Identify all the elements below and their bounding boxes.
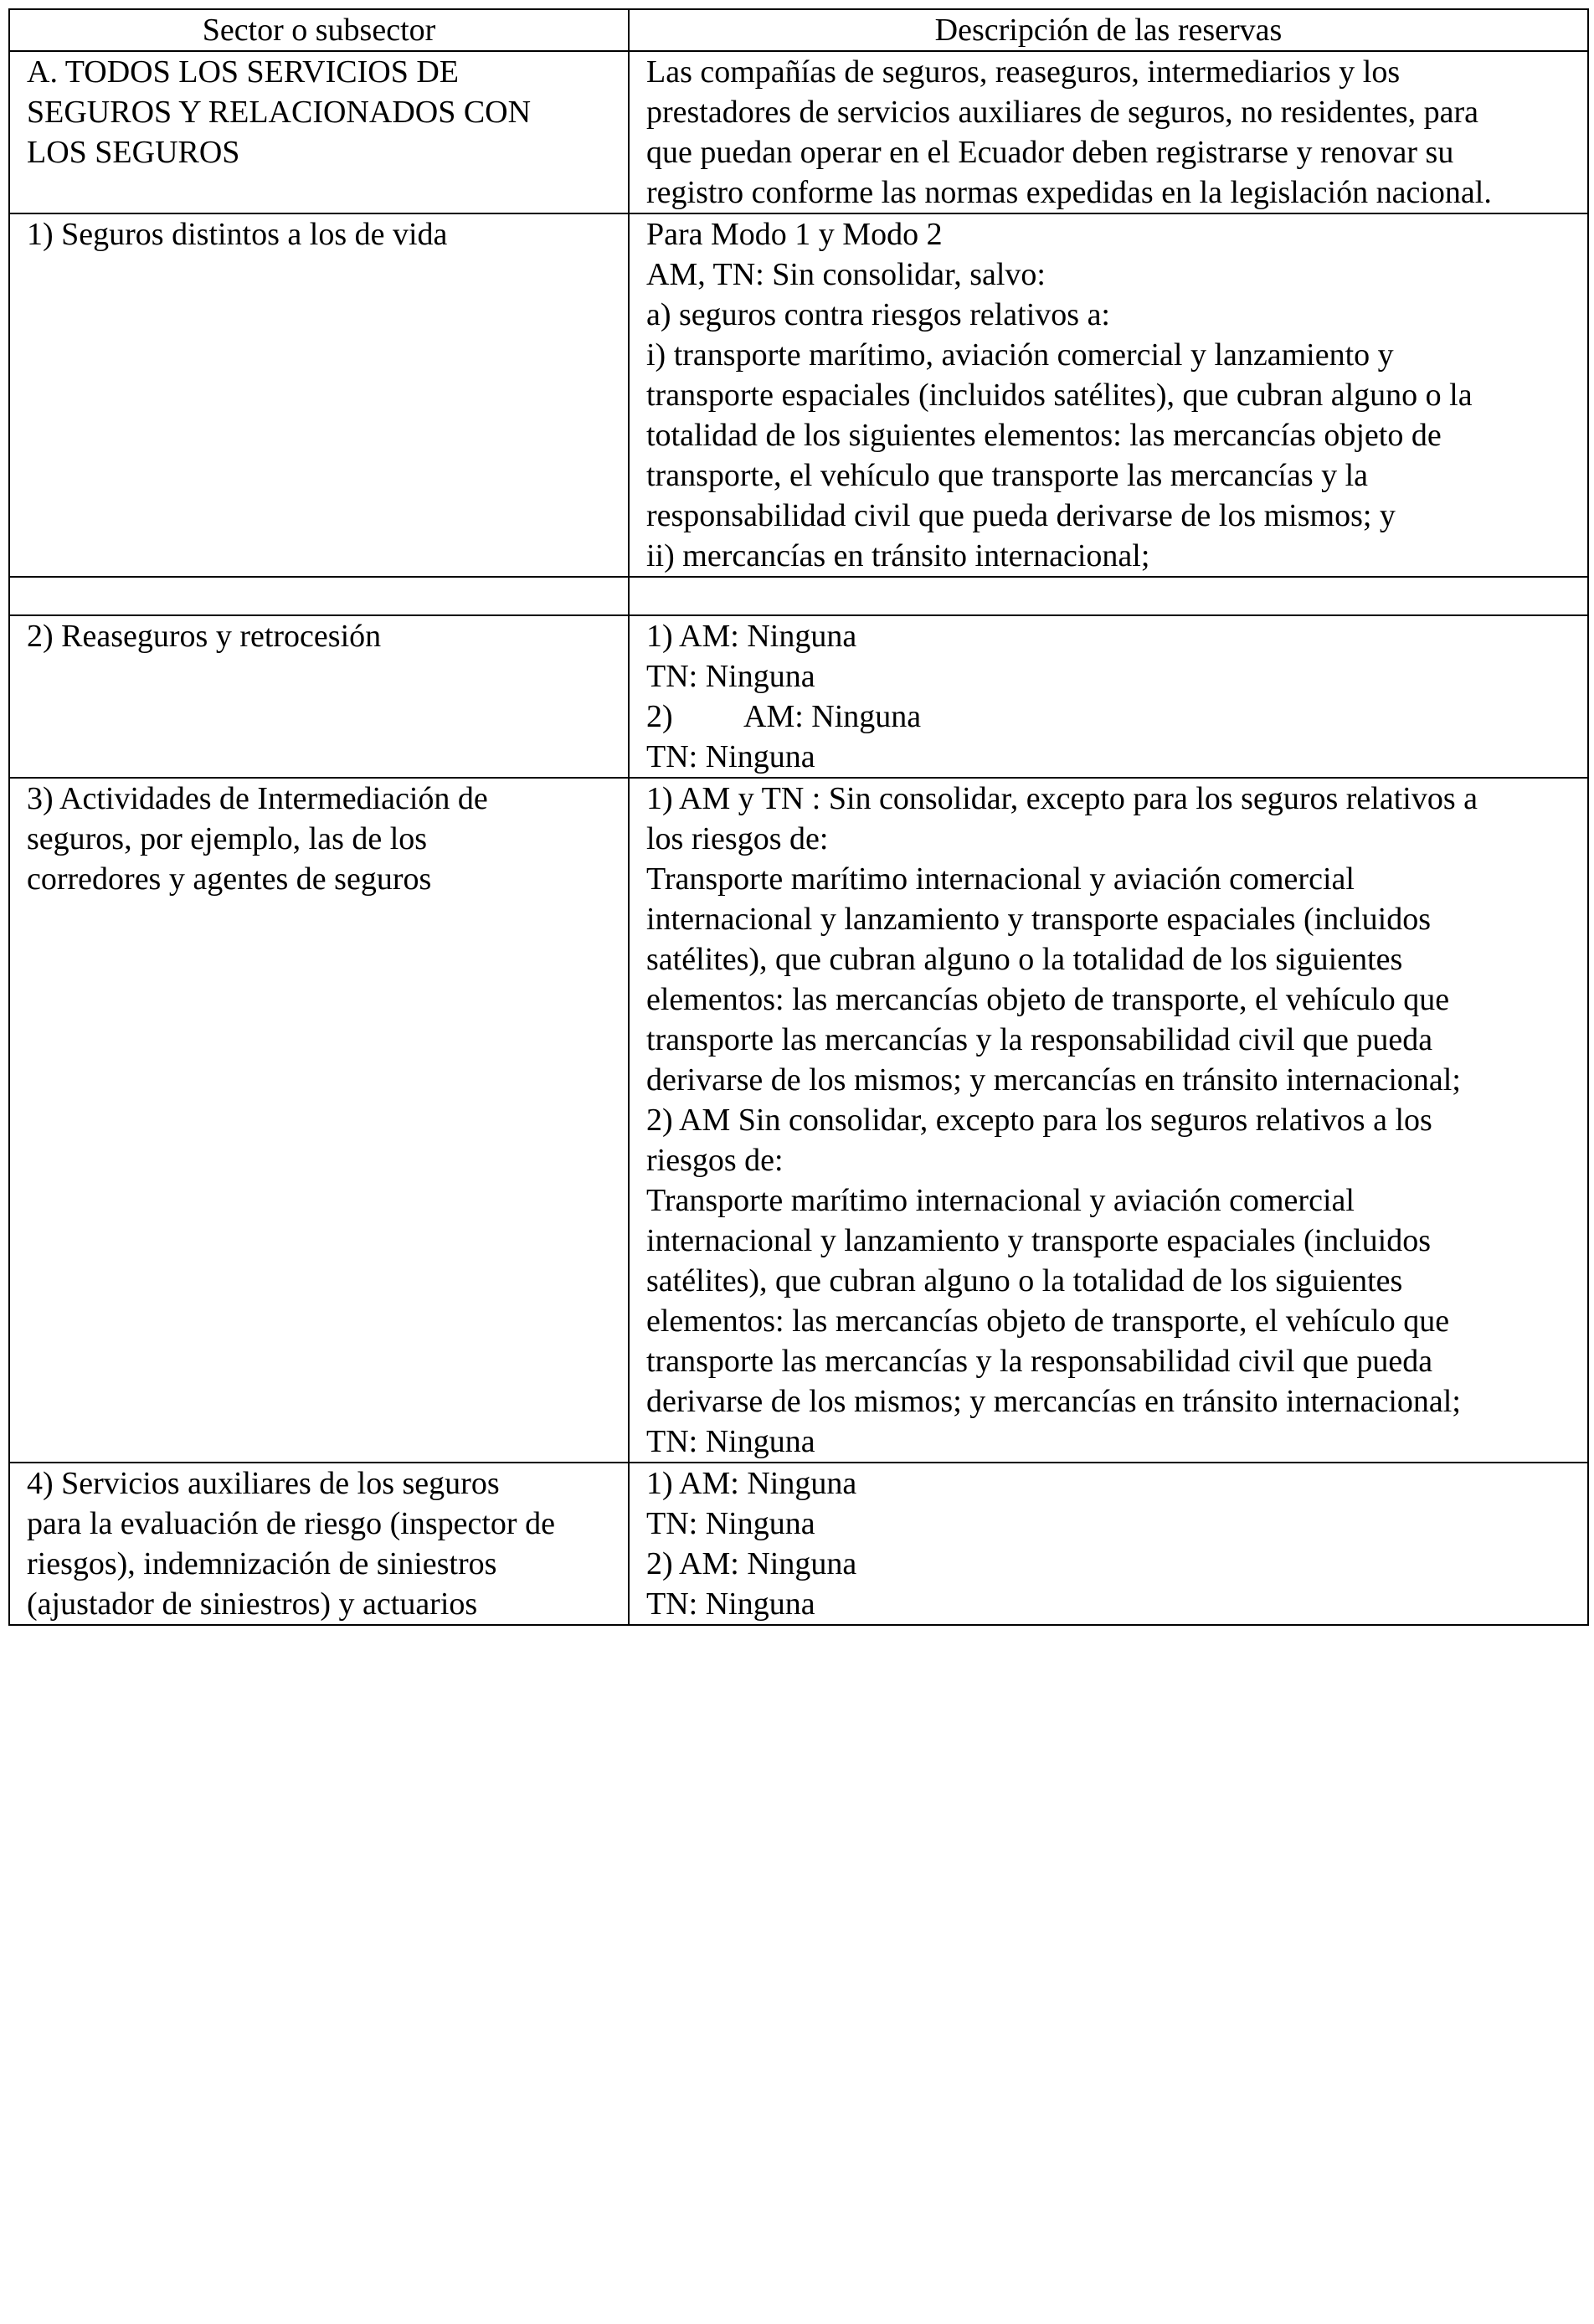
description-line: transporte las mercancías y la responsabilidad civil que pueda [646,1022,1433,1057]
sector-line: para la evaluación de riesgo (inspector de [27,1506,555,1541]
header-description: Descripción de las reservas [629,9,1588,51]
sector-line: riesgos), indemnización de siniestros [27,1546,497,1581]
sector-line: 3) Actividades de Intermediación de [27,781,488,816]
description-cell [629,51,1588,213]
description-line: registro conforme las normas expedidas en la legislación nacional. [646,175,1492,210]
description-line: 1) AM: Ninguna [646,1466,857,1501]
description-line: los riesgos de: [646,821,829,856]
sector-line: 2) Reaseguros y retrocesión [27,619,382,654]
table-row [9,1463,1588,1625]
description-line: TN: Ninguna [646,1424,815,1459]
list-number: 2) [646,699,673,734]
description-line: Transporte marítimo internacional y aviación comercial [646,861,1355,897]
sector-line: 4) Servicios auxiliares de los seguros [27,1466,500,1501]
list-text: AM: Ninguna [743,699,922,734]
sector-line: corredores y agentes de seguros [27,861,432,897]
description-line: TN: Ninguna [646,659,815,694]
sector-line: (ajustador de siniestros) y actuarios [27,1586,478,1622]
description-line: TN: Ninguna [646,1506,815,1541]
description-line: AM, TN: Sin consolidar, salvo: [646,257,1046,292]
description-line: satélites), que cubran alguno o la totalidad de los siguientes [646,942,1403,977]
description-line: satélites), que cubran alguno o la totalidad de los siguientes [646,1263,1403,1298]
table-row [9,778,1588,1463]
description-line: Las compañías de seguros, reaseguros, intermediarios y los [646,54,1401,90]
description-line: internacional y lanzamiento y transporte espaciales (incluidos [646,902,1431,937]
description-line: derivarse de los mismos; y mercancías en tránsito internacional; [646,1062,1461,1098]
sector-cell [9,778,629,1463]
reservations-table [8,8,1589,1626]
sector-line: SEGUROS Y RELACIONADOS CON [27,95,532,130]
sector-cell [9,51,629,213]
sector-line: LOS SEGUROS [27,135,240,170]
description-line: 1) AM y TN : Sin consolidar, excepto para los seguros relativos a [646,781,1478,816]
header-sector: Sector o subsector [9,9,629,51]
empty-cell [629,577,1588,615]
empty-cell [9,577,629,615]
description-line: transporte las mercancías y la responsabilidad civil que pueda [646,1344,1433,1379]
description-line: transporte, el vehículo que transporte las mercancías y la [646,458,1369,493]
description-line: a) seguros contra riesgos relativos a: [646,297,1110,332]
description-line: que puedan operar en el Ecuador deben registrarse y renovar su [646,135,1454,170]
sector-line: A. TODOS LOS SERVICIOS DE [27,54,460,90]
description-line: Para Modo 1 y Modo 2 [646,217,943,252]
description-line: riesgos de: [646,1143,784,1178]
sector-line: 1) Seguros distintos a los de vida [27,217,448,252]
description-line: 1) AM: Ninguna [646,619,857,654]
description-line: TN: Ninguna [646,1586,815,1622]
description-line: elementos: las mercancías objeto de transporte, el vehículo que [646,982,1450,1017]
sector-cell [9,213,629,577]
table-row [9,51,1588,213]
description-cell [629,1463,1588,1625]
description-line: i) transporte marítimo, aviación comercial y lanzamiento y [646,337,1394,373]
description-line: transporte espaciales (incluidos satélites), que cubran alguno o la [646,378,1473,413]
description-line: Transporte marítimo internacional y aviación comercial [646,1183,1355,1218]
description-line: responsabilidad civil que pueda derivarse de los mismos; y [646,498,1396,533]
description-cell [629,213,1588,577]
description-cell [629,778,1588,1463]
sector-cell [9,1463,629,1625]
table-header-row [9,9,1588,51]
description-cell [629,615,1588,778]
description-line: ii) mercancías en tránsito internacional; [646,538,1150,573]
sector-cell [9,615,629,778]
description-line: elementos: las mercancías objeto de transporte, el vehículo que [646,1303,1450,1339]
description-line [646,697,1571,737]
description-line: 2) AM: Ninguna [646,1546,857,1581]
description-line: totalidad de los siguientes elementos: las mercancías objeto de [646,418,1442,453]
empty-row [9,577,1588,615]
sector-line: seguros, por ejemplo, las de los [27,821,428,856]
table-row [9,213,1588,577]
document-page [8,8,1587,1626]
description-line: internacional y lanzamiento y transporte espaciales (incluidos [646,1223,1431,1258]
table-row [9,615,1588,778]
description-line: TN: Ninguna [646,739,815,774]
description-line: derivarse de los mismos; y mercancías en tránsito internacional; [646,1384,1461,1419]
description-line: prestadores de servicios auxiliares de seguros, no residentes, para [646,95,1478,130]
description-line: 2) AM Sin consolidar, excepto para los seguros relativos a los [646,1103,1432,1138]
